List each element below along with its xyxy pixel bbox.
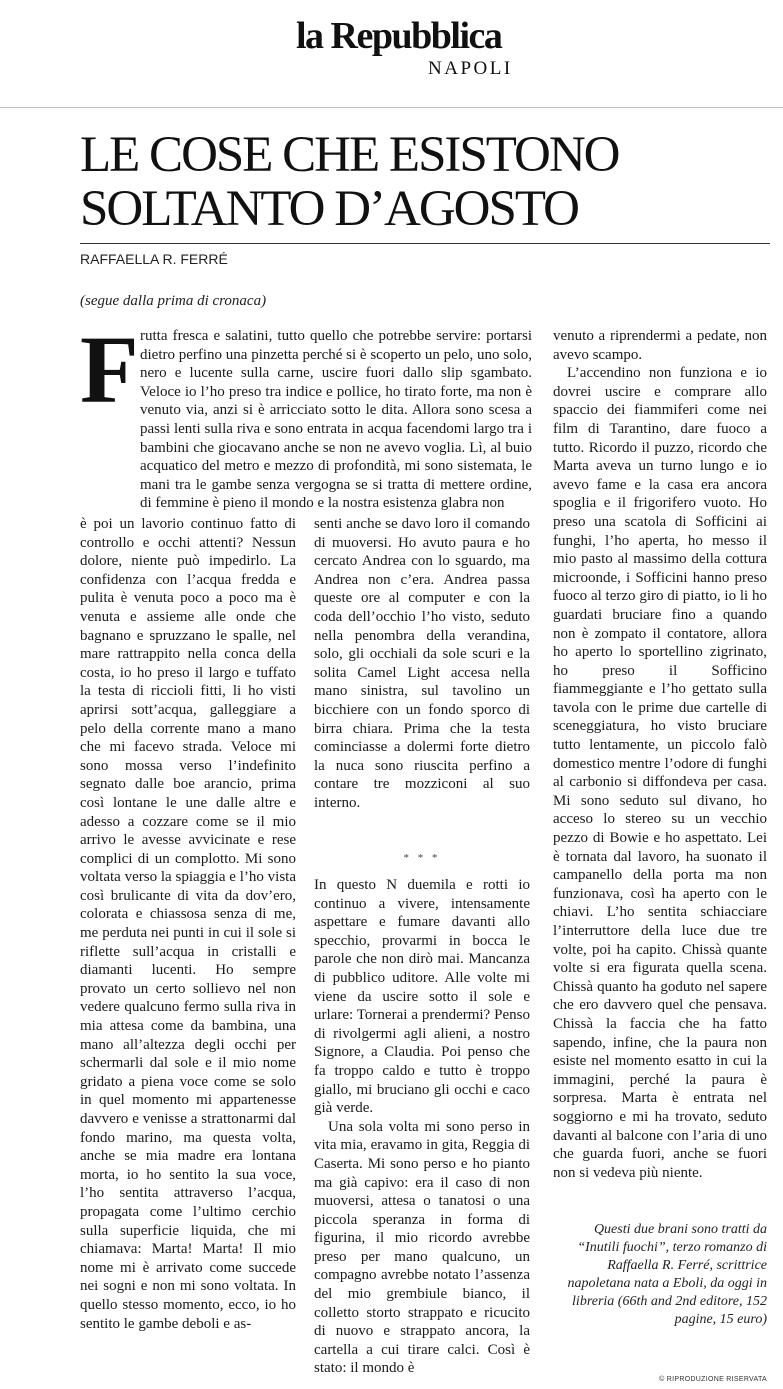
article-column-3: [553, 327, 767, 1181]
book-credit: Questi due brani sono tratti da “Inutili fuochi”, terzo romanzo di Raffaella R. Ferré, scrittrice napoletana nata a Eboli, da oggi in libreria (66th and 2nd editore, 152 pagine, 15 euro): [567, 1222, 767, 1327]
byline: RAFFAELLA R. FERRÉ: [80, 251, 228, 267]
masthead: [0, 0, 783, 108]
headline-line-1: LE COSE CHE ESISTONO: [80, 127, 619, 183]
section-separator: * * *: [403, 852, 441, 864]
column-2-paragraph: senti anche se davo loro il comando di muoversi. Ho avuto paura e ho cercato Andrea con lo sguardo, ma Andrea non c’era. Andrea passa queste ore al computer e con la coda dell’occhio l’ho visto, seduto nella penombra della verandina, solo, gli occhiali da sole scuri e la solita Camel Light accesa nella mano sinistra, sul tavolino un bicchiere con un fondo sporco di birra chiara. Prima che la testa cominciasse a dolermi forte dietro la nuca sono riuscita perfino a contare tre mozziconi al suo interno.: [314, 516, 530, 811]
drop-cap: F: [80, 316, 139, 423]
article-intro-block: [140, 327, 532, 517]
column-2b-paragraph-2: Una sola volta mi sono perso in vita mia, eravamo in gita, Reggia di Caserta. Mi sono perso e ho pianto ma già capivo: era il caso di non muoversi, attesa o tanatosi o una piccola speranza in forma di figurina, il mio ricordo avrebbe preso per mano qualcuno, un compagno avrebbe notato l’assenza del mio grembiule bianco, il colletto storto strappato e ricucito di nuovo e strappato ancora, la cartella a cui tirare calci. Così è stato: il mondo è: [314, 1118, 530, 1377]
column-1-paragraph: è poi un lavorio continuo fatto di controllo e occhi attenti? Nessun dolore, niente può impedirlo. La confidenza con l’acqua fredda e pulita è venuta poco a poco ma è venuta e assieme alle onde che bagnano e spruzzano le spalle, nel mare rattrappito nella conca della costa, io ho preso il largo e tuffato la testa di riccioli fitti, li ho visti aprirsi sott’acqua, galleggiare a pelo della corrente mano a mano che mi facevo strada. Veloce mi sono mossa verso l’indefinito segnato dalle boe arancio, prima così lontane le une dalle altre e adesso a cozzare come se il mio arrivo le avesse avvicinate e rese complici di un complotto. Mi sono voltata verso la spiaggia e l’ho vista così brulicante di vita da dov’ero, colorata e chiassosa senza di me, me perduta nei punti in cui il sole si riflette sull’acqua in cristalli e diamanti lucenti. Ho sempre provato un certo sollievo nel non vedere qualcuno fermo sulla riva in mia attesa come da bambina, una mano all’altezza degli occhi per schermarli dal sole e il mio nome gridato a piena voce come se solo in quel momento mi appartenesse davvero e venisse a strattonarmi dal fondo marino, ma questa volta, anche se mia madre era lontana morta, io ho sentito la sua voce, l’ho sentita attraverso l’acqua, propagata come l’ultimo cerchio sulla superficie liquida, che mi chiamava: Marta! Marta! Il mio nome mi è arrivato come succede nei sogni e non mi sono voltata. In quello stesso momento, ecco, io ho sentito le gambe deboli e as-: [80, 516, 296, 1332]
masthead-city: NAPOLI: [428, 58, 513, 79]
column-2b-paragraph-1: In questo N duemila e rotti io continuo a vivere, intensamente aspettare e fumare davanti allo specchio, provarmi in bocca le parole che non dirò mai. Mancanza di pubblico uditore. Alle volte mi viene da uscire sotto il sole e urlare: Tornerai a prendermi? Penso di rivolgermi agli alieni, a nostro Signore, a Claudia. Poi penso che fa troppo caldo e tutto è troppo giallo, mi bruciano gli occhi e caco già verde.: [314, 877, 530, 1117]
top-divider: [0, 107, 783, 108]
article-column-1: [80, 515, 296, 1332]
column-3-paragraph-2: L’accendino non funziona e io dovrei uscire e comprare allo spaccio dei fiammiferi come nei film di Tarantino, dare fuoco a tutto. Ricordo il puzzo, ricordo che Marta aveva un turno lungo e io avevo fame e la casa era ancora spoglia e il frigorifero vuoto. Ho preso una scatola di Sofficini ai funghi, l’ho aperta, ho messo il mio pasto al massimo della cottura microonde, i Sofficini hanno preso fuoco al terzo giro di piatto, io li ho guardati bruciare fino a quando non è zompato il contatore, allora ho aperto lo sportellino zigrinato, ho preso il Sofficino fiammeggiante e l’ho gettato sulla tavola con le prime due cartelle di sceneggiatura, ho visto bruciare tutto lentamente, un piccolo falò domestico mentre l’odore di funghi al carbonio si diffondeva per casa. Mi sono seduto sul divano, ho acceso lo stereo su un vecchio pezzo di Bowie e ho aspettato. Lei è tornata dal lavoro, ha suonato il campanello della porta ma non funzionava, così ha aperto con le chiavi. L’ho sentita schiacciare l’interruttore della luce due tre volte, poi ha capito. Chissà quante volte si era figurata quella scena. Chissà quanto ha goduto nel sapere che ero davvero quel che pensava. Chissà la faccia che ha fatto sapendo, infine, che la paura non esiste nel momento esatto in cui la immagini, perché la paura è sorpresa. Marta è entrata nel soggiorno e mi ha trovato, seduto davanti al balcone con l’aria di uno che guarda fuori, anche se fuori non si vedeva più niente.: [553, 365, 767, 1181]
author-divider: [80, 243, 770, 244]
article-column-2-continued: [314, 876, 530, 1377]
column-3-paragraph-1: venuto a riprendermi a pedate, non avevo scampo.: [553, 328, 767, 363]
intro-paragraph: rutta fresca e salatini, tutto quello che potrebbe servire: portarsi dietro perfino una pinzetta perché si è scoperto un pelo, uno solo, nero e lucente sulla carne, uscire fuori dallo slip sgambato. Veloce io l’ho preso tra indice e pollice, ho tirato forte, ma non è venuto via, anzi si è arricciato sotto le dita. Allora sono scesa a passi lenti sulla riva e sono entrata in acqua facendomi largo tra i bambini che giocavano anche se non ne avevo voglia. Lì, al buio acquatico del metro e mezzo di profondità, mi sono sistemata, le mani tra le gambe senza vergogna se si tratta di mettere ordine, di femmine è pieno il mondo e la nostra esistenza glabra non: [140, 328, 532, 512]
headline-line-2: SOLTANTO D’AGOSTO: [80, 181, 578, 237]
masthead-title: la Repubblica: [296, 15, 502, 57]
headline: [80, 128, 770, 236]
article-column-2: [314, 515, 530, 835]
copyright-notice: © RIPRODUZIONE RISERVATA: [659, 1376, 767, 1383]
continuation-note: (segue dalla prima di cronaca): [80, 293, 267, 309]
